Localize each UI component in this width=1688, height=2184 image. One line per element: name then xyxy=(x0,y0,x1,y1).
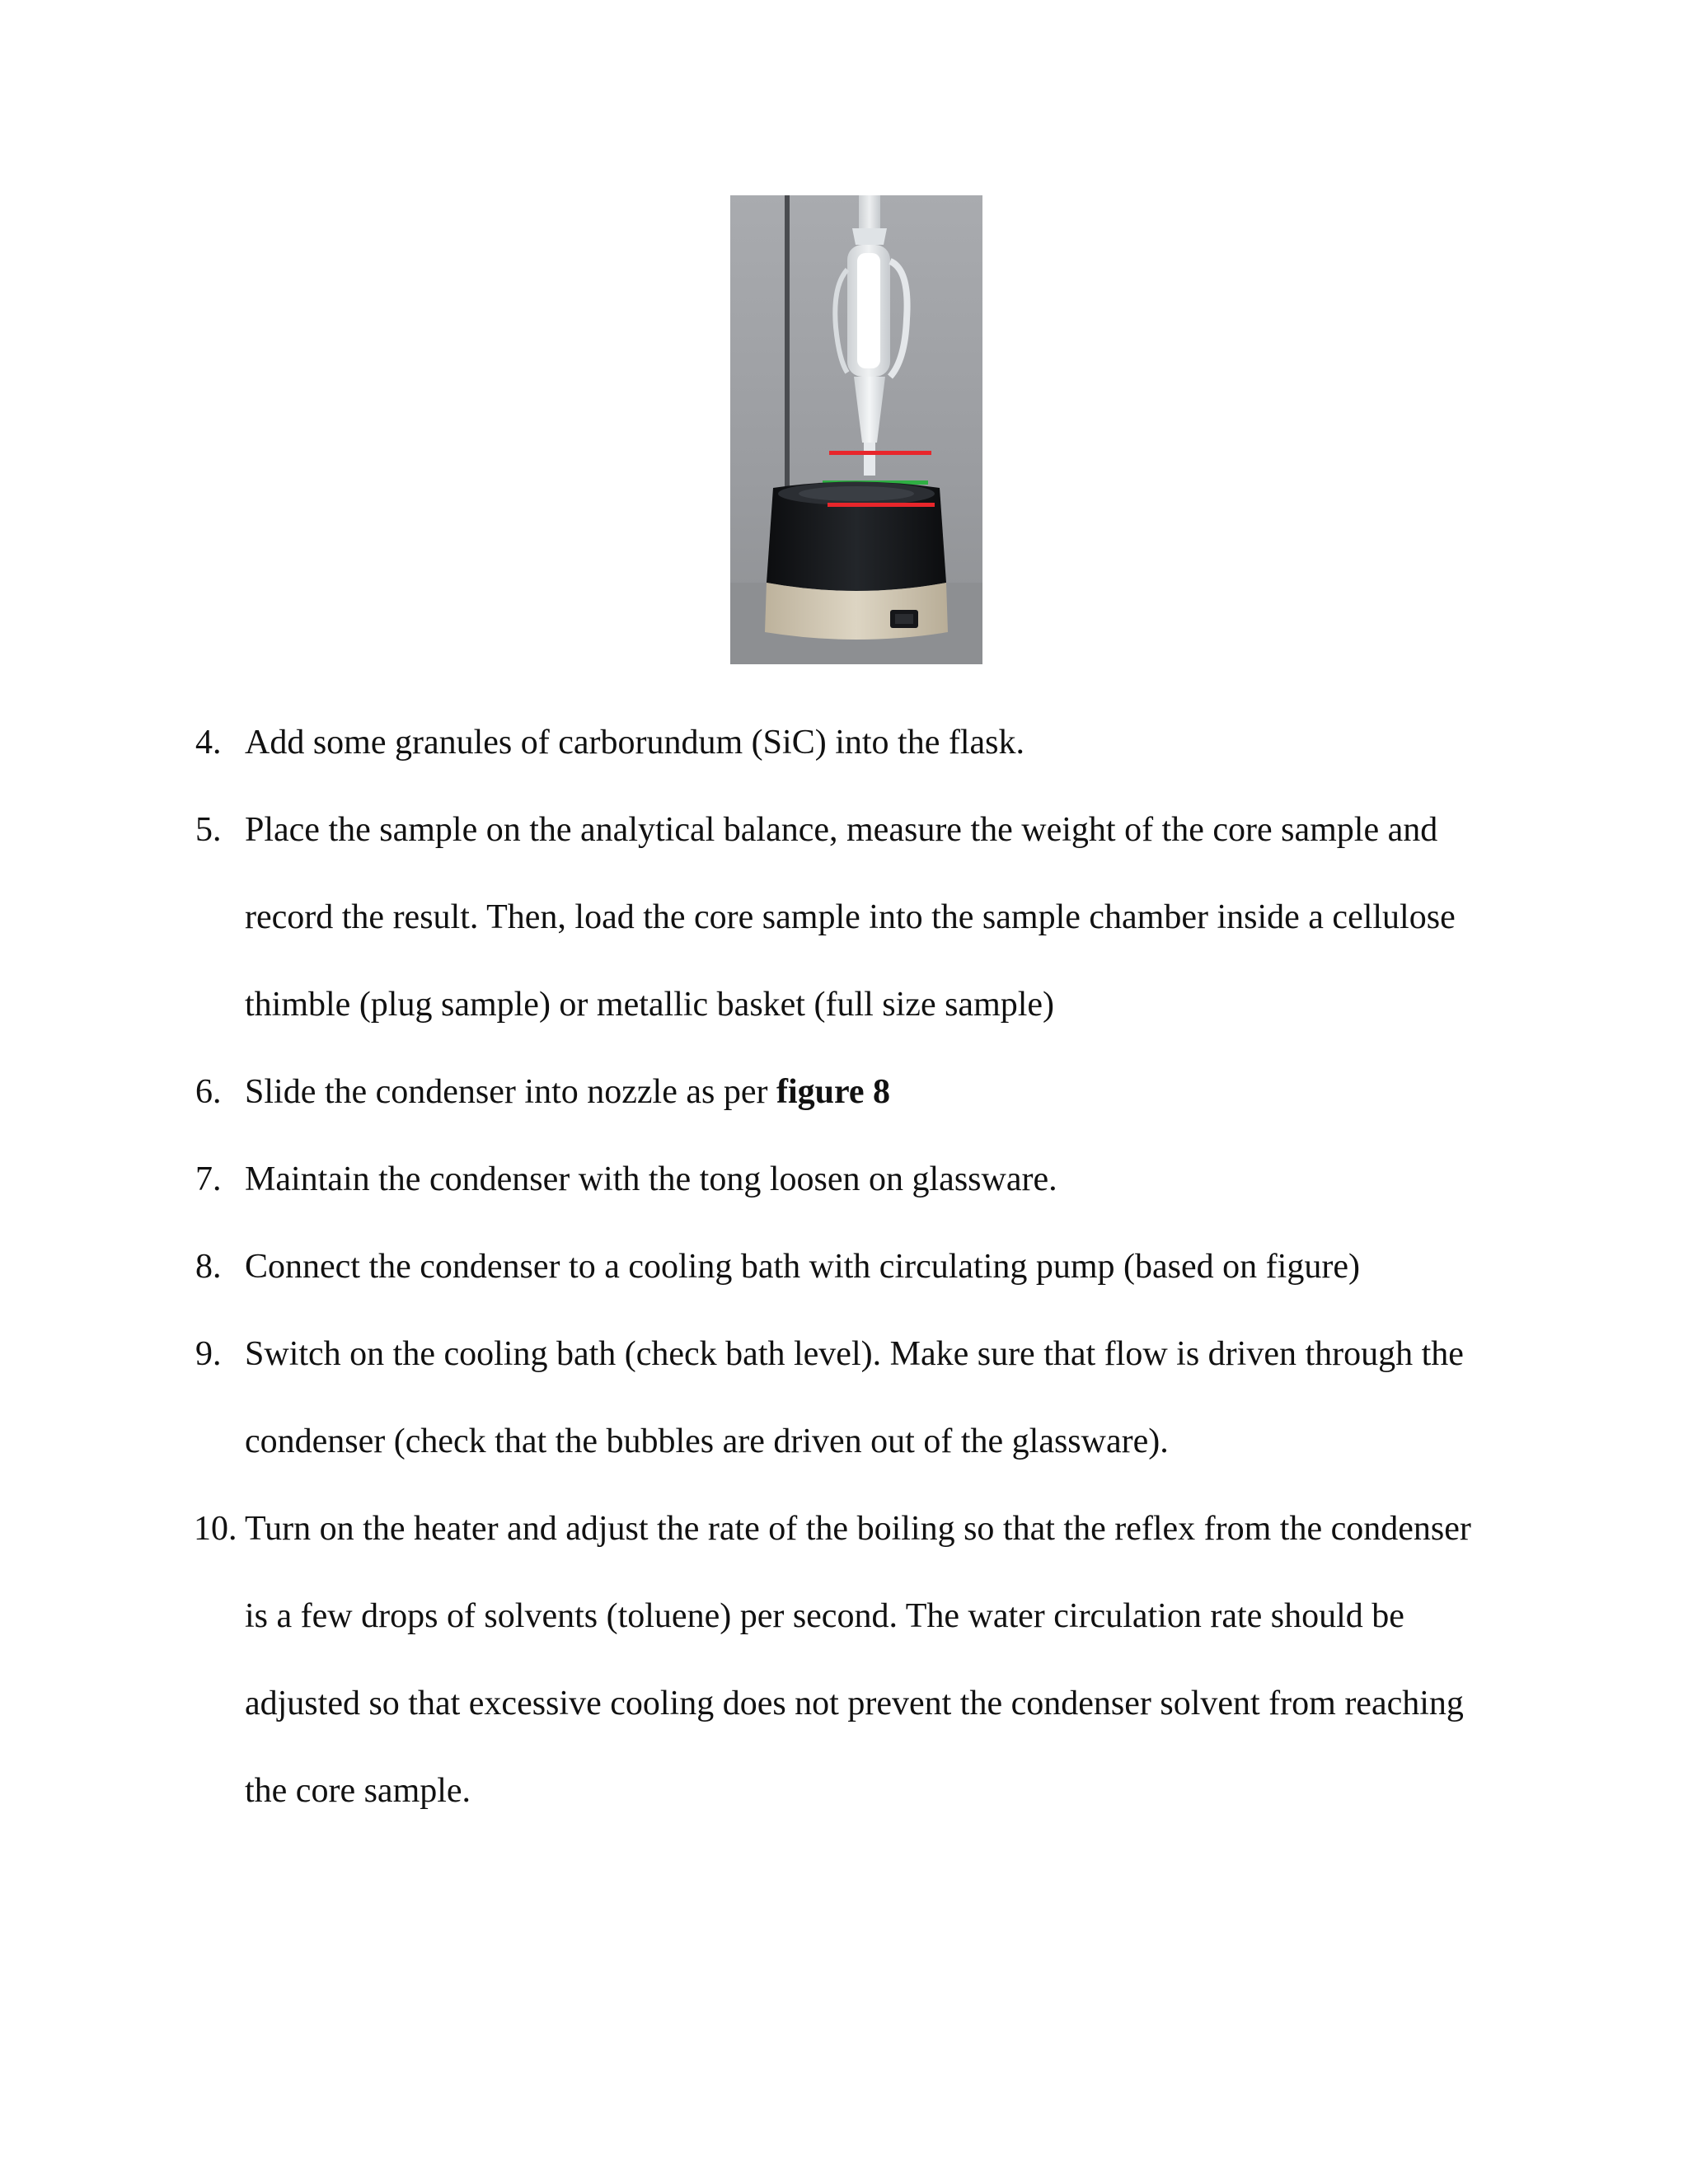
step-number: 8. xyxy=(195,1248,222,1286)
step-number: 5. xyxy=(195,811,222,849)
step-6 xyxy=(195,1048,1481,1136)
step-number: 6. xyxy=(195,1073,222,1111)
step-8 xyxy=(195,1223,1481,1310)
step-9 xyxy=(195,1310,1481,1485)
procedure-steps xyxy=(195,699,1481,1835)
step-5 xyxy=(195,786,1481,1048)
step-number: 9. xyxy=(195,1335,222,1373)
step-number: 7. xyxy=(195,1160,222,1198)
step-text: Switch on the cooling bath (check bath level). Make sure that flow is driven through the condenser (check that the bubbles are driven out of the glassware). xyxy=(245,1335,1464,1460)
step-text: Turn on the heater and adjust the rate of the boiling so that the reflex from the condenser is a few drops of solvents (toluene) per second. The water circulation rate should be adjusted so that excessive cooling does not prevent the condenser solvent from reaching the core sample. xyxy=(245,1510,1471,1810)
figure-reference: figure 8 xyxy=(776,1073,890,1111)
soxhlet-apparatus-photo xyxy=(730,195,982,664)
step-number: 4. xyxy=(195,724,222,762)
step-4 xyxy=(195,699,1481,786)
step-text: Maintain the condenser with the tong loosen on glassware. xyxy=(245,1160,1057,1198)
step-text: Place the sample on the analytical balance, measure the weight of the core sample and record the result. Then, load the core sample into the sample chamber inside a cellulose thimble (plug sample) or metallic basket (full size sample) xyxy=(245,811,1456,1024)
step-text: Add some granules of carborundum (SiC) into the flask. xyxy=(245,724,1025,762)
step-10 xyxy=(195,1485,1481,1835)
step-text: Connect the condenser to a cooling bath with circulating pump (based on figure) xyxy=(245,1248,1360,1286)
step-text: Slide the condenser into nozzle as per xyxy=(245,1073,776,1111)
step-number: 10. xyxy=(194,1510,237,1548)
step-7 xyxy=(195,1136,1481,1223)
